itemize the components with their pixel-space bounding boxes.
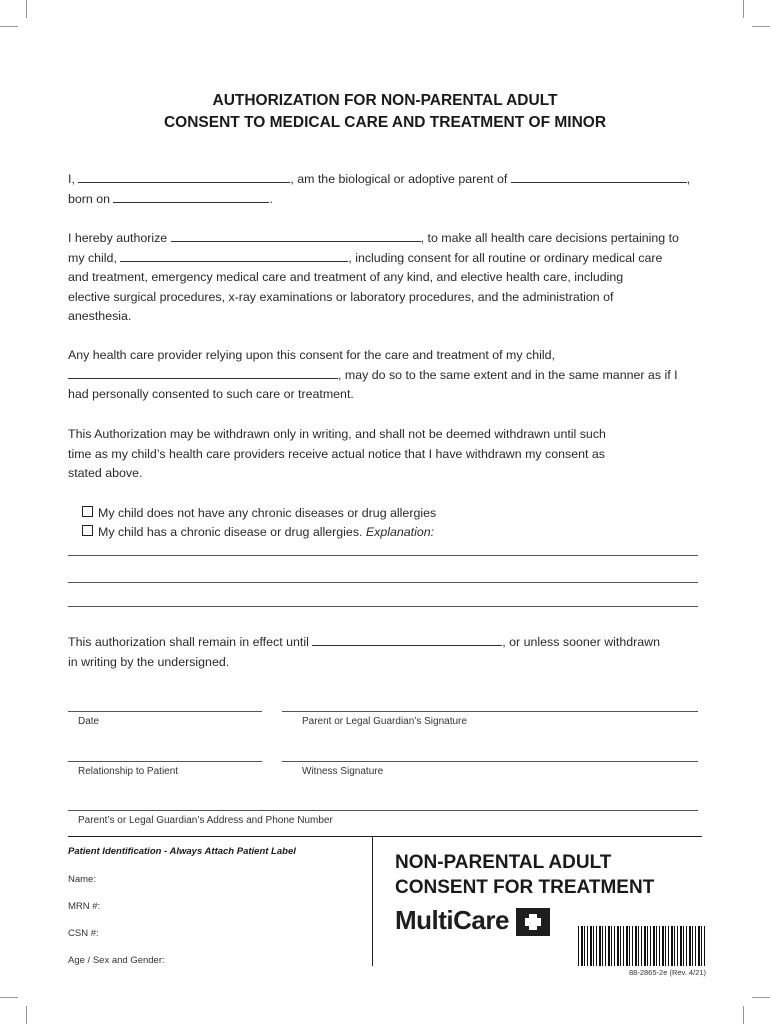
- child-name-field[interactable]: [511, 170, 687, 183]
- checkbox-has-allergies[interactable]: [82, 523, 434, 543]
- para3-text-1: Any health care provider relying upon this consent for the care and treatment of my child,: [68, 348, 555, 362]
- child-name-field-3[interactable]: [68, 366, 338, 379]
- para2-text-6: elective surgical procedures, x-ray examinations or laboratory procedures, and the administration of: [68, 289, 614, 304]
- date-label: Date: [78, 716, 100, 727]
- explanation-label: Explanation:: [365, 525, 435, 539]
- crop-mark: [743, 0, 744, 18]
- parent-statement: [68, 170, 708, 209]
- address-line[interactable]: [68, 810, 698, 811]
- para1-text-3: ,: [686, 172, 691, 186]
- document-title: [0, 90, 770, 134]
- provider-reliance-paragraph: [68, 346, 708, 405]
- title-line-2: CONSENT TO MEDICAL CARE AND TREATMENT OF MINOR: [163, 114, 607, 131]
- crop-mark: [26, 1006, 27, 1024]
- patient-name-label: Name:: [68, 874, 96, 885]
- birth-date-field[interactable]: [113, 190, 269, 203]
- child-name-field-2[interactable]: [120, 249, 348, 262]
- authorization-paragraph: [68, 229, 708, 327]
- explanation-line-2[interactable]: [68, 582, 698, 583]
- witness-signature-line[interactable]: [282, 761, 698, 762]
- patient-csn-label: CSN #:: [68, 928, 99, 939]
- form-number: 88-2865-2e (Rev. 4/21): [629, 968, 706, 977]
- checkbox-icon[interactable]: [82, 525, 93, 536]
- para1-text-5: .: [269, 191, 273, 206]
- patient-age-sex-label: Age / Sex and Gender:: [68, 955, 165, 966]
- multicare-logo-text: MultiCare: [395, 905, 509, 935]
- patient-section-divider: [68, 836, 702, 837]
- checkbox-no-allergies[interactable]: [82, 504, 436, 524]
- relationship-label: Relationship to Patient: [78, 766, 179, 777]
- crop-mark: [26, 0, 27, 18]
- effective-period-paragraph: [68, 633, 708, 672]
- relationship-line[interactable]: [68, 761, 262, 762]
- para5-text-1: This authorization shall remain in effect until: [68, 635, 313, 649]
- crop-mark: [0, 26, 18, 27]
- crop-mark: [743, 1006, 744, 1024]
- title-line-1: AUTHORIZATION FOR NON-PARENTAL ADULT: [212, 92, 558, 109]
- para1-text-4: born on: [68, 191, 114, 206]
- para2-text-1: I hereby authorize: [68, 231, 171, 245]
- patient-section-vertical-divider: [372, 836, 373, 966]
- guardian-signature-label: Parent or Legal Guardian’s Signature: [302, 716, 467, 727]
- crop-mark: [752, 26, 770, 27]
- withdrawal-paragraph: [68, 425, 708, 484]
- para2-text-4: , including consent for all routine or ordinary medical care: [348, 250, 663, 265]
- expiration-date-field[interactable]: [312, 633, 502, 646]
- para4-text-1: This Authorization may be withdrawn only in writing, and shall not be deemed withdrawn until such: [68, 427, 606, 441]
- multicare-cross-icon: [516, 908, 550, 936]
- parent-name-field[interactable]: [78, 170, 290, 183]
- guardian-signature-line[interactable]: [282, 711, 698, 712]
- para5-text-2: , or unless sooner withdrawn: [502, 635, 660, 649]
- para2-text-7: anesthesia.: [68, 309, 132, 324]
- checkbox-icon[interactable]: [82, 506, 93, 517]
- barcode-icon: [578, 926, 706, 966]
- para2-text-2: , to make all health care decisions pertaining to: [420, 231, 679, 245]
- checkbox-label-1: My child does not have any chronic diseases or drug allergies: [98, 506, 437, 520]
- explanation-line-1[interactable]: [68, 555, 698, 556]
- para4-text-3: stated above.: [68, 466, 143, 481]
- patient-id-heading: Patient Identification - Always Attach Patient Label: [68, 846, 296, 857]
- date-signature-line[interactable]: [68, 711, 262, 712]
- witness-signature-label: Witness Signature: [302, 766, 384, 777]
- para3-text-3: had personally consented to such care or treatment.: [68, 387, 354, 402]
- para5-text-3: in writing by the undersigned.: [68, 654, 230, 669]
- para1-text-2: , am the biological or adoptive parent of: [290, 172, 511, 186]
- authorized-adult-field[interactable]: [171, 229, 421, 242]
- para2-text-5: and treatment, emergency medical care and treatment of any kind, and elective health care, including: [68, 270, 624, 285]
- form-title: [395, 850, 654, 900]
- para1-text-1: I,: [68, 172, 79, 186]
- para3-text-2: , may do so to the same extent and in the same manner as if I: [338, 367, 678, 382]
- explanation-line-3[interactable]: [68, 606, 698, 607]
- form-title-line-2: CONSENT FOR TREATMENT: [395, 877, 655, 898]
- address-label: Parent’s or Legal Guardian’s Address and Phone Number: [78, 815, 333, 826]
- crop-mark: [752, 997, 770, 998]
- patient-mrn-label: MRN #:: [68, 901, 101, 912]
- para4-text-2: time as my child’s health care providers receive actual notice that I have withdrawn my consent as: [68, 446, 605, 461]
- para2-text-3: my child,: [68, 250, 121, 265]
- form-title-line-1: NON-PARENTAL ADULT: [395, 852, 612, 873]
- checkbox-label-2: My child has a chronic disease or drug allergies.: [98, 525, 366, 539]
- crop-mark: [0, 997, 18, 998]
